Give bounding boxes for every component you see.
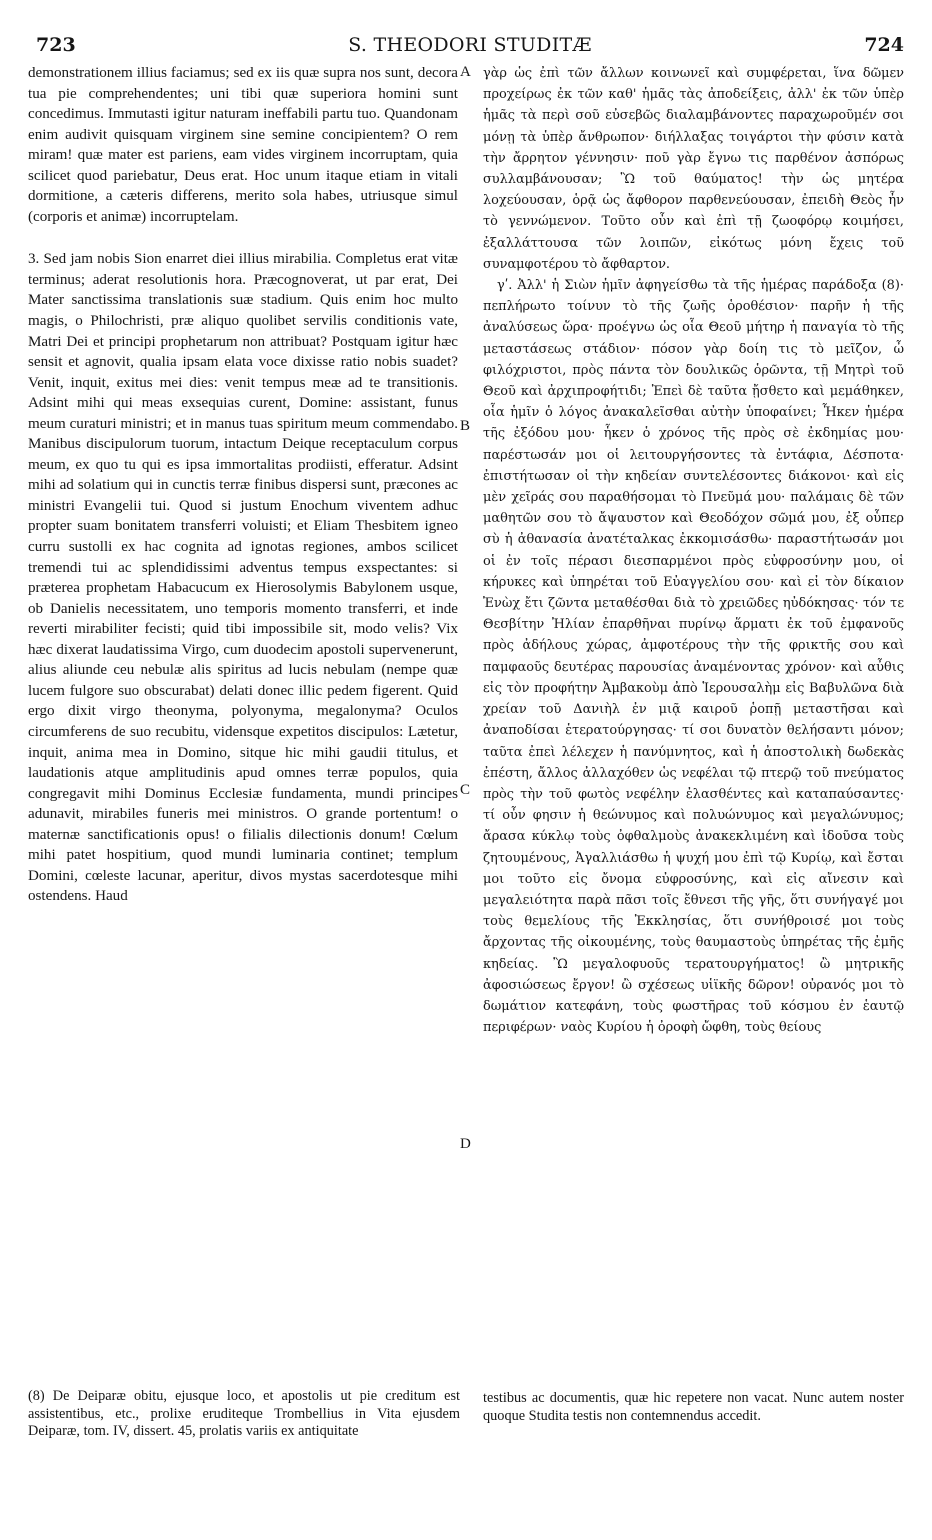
page-header: [36, 34, 904, 62]
margin-marker-a: A: [460, 64, 471, 80]
footnote-left: (8) De Deiparæ obitu, ejusque loco, et apostolis ut pie creditum est assistentibus, etc., prolixe eruditeque Trombellius in Vita ejusdem Deiparæ, tom. IV, dissert. 45, prolatis variis ex antiquitate: [28, 1388, 460, 1439]
latin-column: [28, 63, 458, 907]
footnote-right: testibus ac documentis, quæ hic repetere non vacat. Nunc autem noster quoque Studita testis non contemnendus accedit.: [483, 1390, 904, 1424]
latin-paragraph-2: 3. Sed jam nobis Sion enarret diei illius mirabilia. Completus erat vitæ terminus; aderat resolutionis hora. Præcognoverat, ut par erat, Dei Mater sanctissima translationis suæ stadium. Quis enim hoc multo magis, o Philochristi, præ aliquo quolibet servilis conditionis vate, Matri Dei et principi prophetarum non attribuat? Postquam igitur hæc sensit et agnovit, qualia ipsam elata voce dixisse ratio nobis suadet? Venit, inquit, exitus mei dies: venit tempus meæ ad te transitionis. Adsint mihi qui meas exsequias curent, Domine: assistant, funus meum curaturi ministri; et in manus tuas spiritum meum commendabo. Manibus discipulorum tuorum, intactum Deique receptaculum corpus meum, ex quo tu qui es ipsa immortalitas prodiisti, efferatur. Adsint mihi ad solatium qui in cunctis terræ finibus dispersi sunt, præcones ac ministri Evangelii tui. Quod si justum Enochum viventem adhuc propter suam bonitatem transferri voluisti; et Eliam Thesbitem igneo curru sustolli ex hac cognita ad ignotas regiones, ambos scilicet tremendi tui ac splendidissimi adventus tempus exspectantes: si præterea prophetam Habacucum ex Hierosolymis Babylonem usque, ob Danielis necessitatem, uno temporis momento transferri, et inde reverti mirabiliter fecisti; quid tibi impossibile sit, modo velis? Vix hæc dixerat laudatissima Virgo, cum duodecim apostoli supervenerunt, alius aliunde ceu nebulæ alis spiritus ad lucis nebulam (nempe quæ lucem fulgore suo obscurabat) delati donec illic pedem figerent. Quid ergo dixit virgo theonyma, polyonyma, megalonyma? Oculos circumferens de suo recubitu, vidensque expetitos discipulos: Lætetur, inquit, anima mea in Domino, sitque hic mihi gaudii titulus, et laudationis atque amplitudinis apud omnes terræ populos, quia congregavit mihi Dominus Ecclesiæ fundamenta, mundi principes adunavit, mirabiles funeris mei ministros. O grande portentum! o maternæ sanctificationis opus! o filialis dilectionis donum! Cœlum mihi patet hospitium, quod mundi luminaria continet; templum Domini, cœleste lacunar, aperitur, divos mystas sacerdotesque mihi ostendens. Haud: [28, 251, 458, 905]
running-title: S. THEODORI STUDITÆ: [348, 34, 592, 56]
greek-column: [483, 63, 904, 1038]
greek-paragraph-1: γὰρ ὡς ἐπὶ τῶν ἄλλων κοινωνεῖ καὶ συμφέρεται, ἵνα δῶμεν προχείρως ἐκ τῶν καθ' ἡμᾶς τὰς ἀποδείξεις, ἀλλ' ἐκ τῶν ὑπὲρ ἡμᾶς τὰ περὶ σοῦ εὐσεβῶς διαλαμβάνοντες παραχωροῦμέν σοι μόνῃ τὰ ὑπὲρ ἄνθρωπον· διήλλαξας τοιγάρτοι τὴν φύσιν κατὰ τὴν ἄρρητον γέννησιν· ποῦ γὰρ ἔγνω τις παρθένον ἀσπόρως συλλαμβάνουσαν; Ὢ τοῦ θαύματος! τὴν ὡς μητέρα λοχεύουσαν, ὁρᾷ ὡς ἄφθορον παρθενεύουσαν, ἐπειδὴ Θεὸς ἦν τὸ γεννώμενον. Τοῦτο οὖν καὶ ἐπὶ τῇ ζωοφόρῳ κοιμήσει, ἐξαλλάττουσα τῶν λοιπῶν, εἰκότως μόνη ἔχεις τοῦ συναμφοτέρου τὸ ἄφθαρτον.: [483, 66, 904, 272]
margin-marker-c: C: [460, 782, 471, 798]
latin-paragraph-1: demonstrationem illius faciamus; sed ex iis quæ supra nos sunt, decora tua pie comprehendentes; uni tibi quæ superiora homini sunt concedimus. Immutasti igitur naturam ineffabili partu tuo. Quandonam enim audivit quisquam virginem sine semine concipientem? O rem miram! quæ mater est pariens, eam vides virginem incorruptam, quia scilicet quod pariebatur, Deus erat. Hoc unum itaque etiam in vitali dormitione, a cæteris differens, merito sola habes, utriusque simul (corporis et animæ) incorruptelam.: [28, 65, 458, 225]
margin-marker-b: B: [460, 418, 471, 434]
greek-paragraph-2: γʹ. Ἀλλ' ἡ Σιὼν ἡμῖν ἀφηγείσθω τὰ τῆς ἡμέρας παράδοξα (8)· πεπλήρωτο τοίνυν τὸ τῆς ζωῆς ὁροθέσιον· παρῆν ἡ τῆς ἀναλύσεως ὥρα· προέγνω ὡς οἷα Θεοῦ μήτηρ ἡ παναγία τὸ τῆς μεταστάσεως στάδιον· πόσον γὰρ δοίη τις τὸ μεῖζον, ὦ φιλόχριστοι, πρὸς πάντα τὸν δουλικῶς ὁρῶντα, τῇ Μητρὶ τοῦ Θεοῦ καὶ ἀρχιπροφήτιδι; Ἐπεὶ δὲ ταῦτα ᾔσθετο καὶ μεμάθηκεν, οἷα ἡμῖν ὁ λόγος ἀνακαλεῖσθαι αὐτὴν ὑποφαίνει; Ἧκεν ἡμέρα τῆς ἐξόδου μου· ἧκεν ὁ χρόνος τῆς πρὸς σὲ ἐκδημίας μου· παρέστωσάν μοι οἱ λειτουργήσοντες τὰ ἐντάφια, Δέσποτα· ἐπιστήτωσαν οἱ τὴν κηδείαν συντελέσοντες διάκονοι· καὶ εἰς μὲν χεῖράς σου παραθήσομαι τὸ Πνεῦμά μου· παλάμαις δὲ τῶν μαθητῶν σου τὸ ἄψαυστον καὶ Θεοδόχον σῶμά μου, ἐξ οὗπερ σὺ ἡ ἀθανασία ἀνατέταλκας ἐκκομισάσθω· παραστήτωσάν μοι οἱ ἐν τοῖς πέρασι διεσπαρμένοι πρὸς εὐφροσύνην μου, οἱ κήρυκες καὶ ὑπηρέται τοῦ Εὐαγγελίου σου· καὶ εἰ τὸν δίκαιον Ἐνὼχ ἔτι ζῶντα μεταθέσθαι διὰ τὸ χρειῶδες ηὐδόκησας· τόν τε Θεσβίτην Ἠλίαν ἐπαρθῆναι πυρίνῳ ἅρματι ἐκ τοῦ ἐμφανοῦς πρὸς ἀδήλους χώρας, ἀμφοτέρους τὴν τῆς φρικτῆς σου καὶ παμφαοῦς δευτέρας παρουσίας ἀναμένοντας χρόνον· καὶ αὖθις εἰς τὸν προφήτην Ἀμβακοὺμ ἀπὸ Ἱερουσαλὴμ εἰς Βαβυλῶνα διὰ χρείαν τοῦ Δανιὴλ ἐν μιᾷ καιροῦ ῥοπῇ μεταστῆσαι καὶ ἀναποδίσαι ἑτερατούργησας· τί σοι δυνατὸν θελήσαντι μόνον; ταῦτα ἐπεὶ λέλεχεν ἡ πανύμνητος, καὶ ἡ ἀποστολικὴ δωδεκὰς ἐπέστη, ἄλλος ἀλλαχόθεν ὡς νεφέλαι τῷ πτερῷ τοῦ πνεύματος πρὸς τὴν τοῦ φωτὸς νεφέλην ἐλασθέντες καὶ καταπαύσαντες· τί οὖν φησιν ἡ θεώνυμος καὶ πολυώνυμος καὶ μεγαλώνυμος; ἄρασα κύκλῳ τοὺς ὀφθαλμοὺς ἀνακεκλιμένη καὶ ἰδοῦσα τοὺς ζητουμένους, Ἀγαλλιάσθω ἡ ψυχή μου ἐπὶ τῷ Κυρίῳ, καὶ ἔσται μοι τοῦτο εἰς ὄνομα εὐφροσύνης, καὶ εἰς αἴνεσιν καὶ μεγαλειότητα παρὰ πᾶσι τοῖς ἔθνεσι τῆς γῆς, ὅτι συνήγαγέ μοι τοὺς θεμελίους τῆς Ἐκκλησίας, ὅτι συνήθροισέ μοι τοὺς ἄρχοντας τῆς οἰκουμένης, τοὺς θαυμαστοὺς ὑπηρέτας τῆς ἐμῆς κηδείας. Ὢ μεγαλοφυοῦς τερατουργήματος! ὢ μητρικῆς ἀφοσιώσεως ἔργον! ὢ σχέσεως υἱϊκῆς δῶρον! οὐρανός μοι τὸ δωμάτιον κατεφάνη, τοὺς φωστῆρας τοῦ κόσμου ἐν ἑαυτῷ περιφέρων· ναὸς Κυρίου ἡ ὀροφὴ ὤφθη, τοὺς θείους: [483, 278, 904, 1036]
page-number-right: 724: [864, 34, 904, 56]
margin-marker-d: D: [460, 1136, 471, 1152]
page-number-left: 723: [36, 34, 76, 56]
